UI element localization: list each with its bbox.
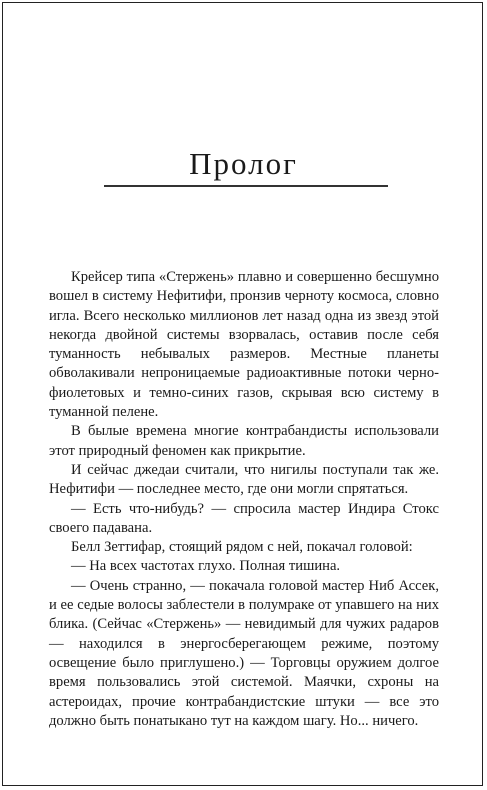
paragraph: — Есть что-нибудь? — спросила мастер Индира Стокс своего падавана. bbox=[49, 500, 439, 536]
paragraph: — На всех частотах глухо. Полная тишина. bbox=[71, 558, 341, 575]
title-rule bbox=[104, 185, 388, 187]
paragraph: Крейсер типа «Стержень» плавно и совершенно бесшумно вошел в систему Нефитифи, пронзив черноту космоса, словно игла. Всего несколько миллионов лет назад одна из звезд этой некогда двойной системы взорвалась, оставив после себя туманность небывалых размеров. Местные планеты обволакивали непроницаемые радиоактивные потоки черно-фиолетовых и темно-синих газов, скрывая всю систему в туманной пелене. bbox=[49, 269, 439, 421]
paragraph: И сейчас джедаи считали, что нигилы поступали так же. Нефитифи — последнее место, где они могли спрятаться. bbox=[49, 461, 439, 498]
body-text bbox=[49, 268, 439, 731]
paragraph: В былые времена многие контрабандисты использовали этот природный феномен как прикрытие. bbox=[49, 423, 439, 459]
paragraph: — Очень странно, — покачала головой мастер Ниб Ассек, и ее седые волосы заблестели в полумраке от упавшего на них блика. (Сейчас «Стержень» — невидимый для чужих радаров — находился в энергосберегающем режиме, поэтому освещение было приглушено.) — Торговцы оружием долгое время пользовались этой системой. Маячки, схроны на астероидах, прочие контрабандистские штуки — все это должно быть понатыкано тут на каждом шагу. Но... ничего. bbox=[49, 577, 439, 729]
paragraph: Белл Зеттифар, стоящий рядом с ней, покачал головой: bbox=[71, 539, 413, 556]
chapter-title: Пролог bbox=[189, 146, 298, 181]
